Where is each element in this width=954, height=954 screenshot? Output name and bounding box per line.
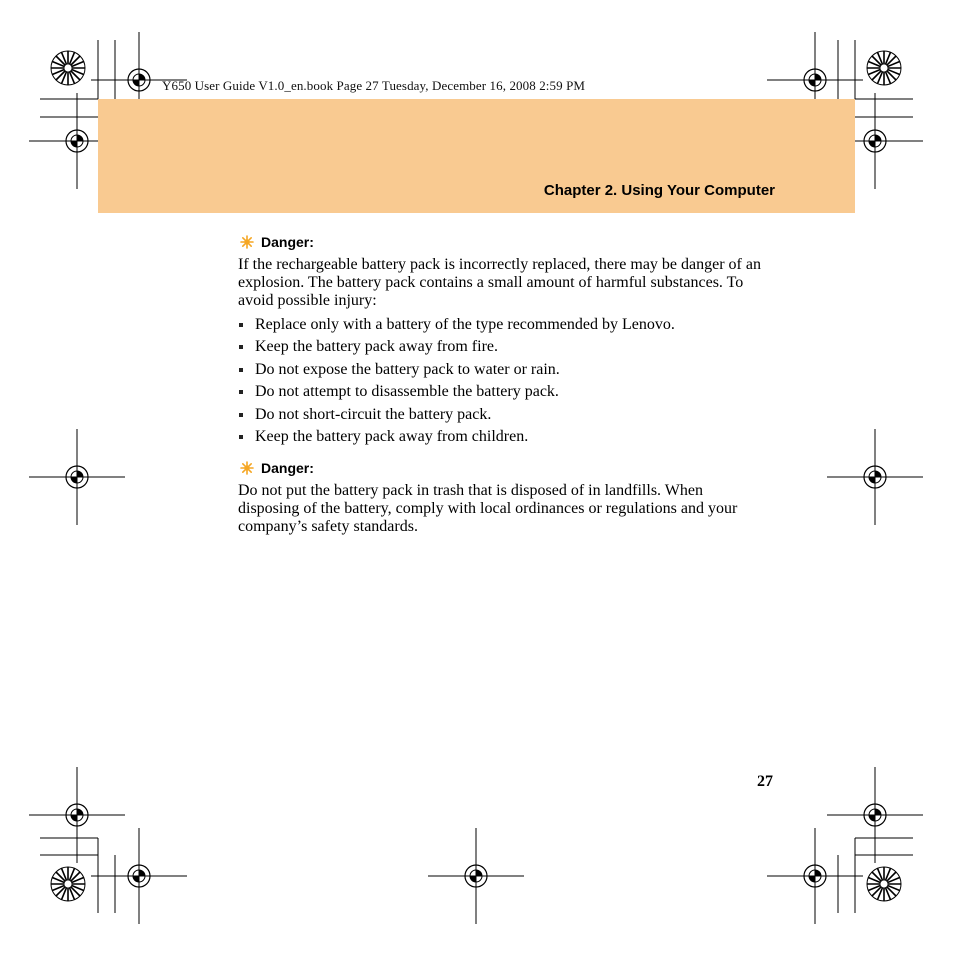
bullet-icon [239, 390, 243, 394]
page-number: 27 [757, 773, 773, 790]
danger-heading [238, 232, 768, 252]
bullet-icon [239, 435, 243, 439]
list-item-text: Do not expose the battery pack to water or rain. [255, 360, 560, 378]
list-item [238, 336, 768, 358]
list-item [238, 404, 768, 426]
chapter-title: Chapter 2. Using Your Computer [543, 182, 775, 199]
danger-heading [238, 458, 768, 478]
list-item-text: Do not short-circuit the battery pack. [255, 405, 492, 423]
bullet-icon [239, 345, 243, 349]
list-item [238, 314, 768, 336]
list-item-text: Replace only with a battery of the type recommended by Lenovo. [255, 316, 675, 333]
chapter-header-band [98, 99, 855, 213]
list-item [238, 381, 768, 403]
danger-burst-icon [240, 235, 254, 249]
danger-label: Danger: [261, 460, 314, 477]
precaution-list [238, 314, 768, 448]
main-content [238, 232, 768, 536]
list-item-text: Do not attempt to disassemble the battery pack. [255, 383, 559, 401]
list-item-text: Keep the battery pack away from children. [255, 427, 529, 445]
bullet-icon [239, 368, 243, 372]
list-item [238, 426, 768, 448]
bullet-icon [239, 323, 243, 327]
list-item-text: Keep the battery pack away from fire. [255, 338, 498, 356]
danger-label: Danger: [261, 234, 314, 250]
danger-paragraph: If the rechargeable battery pack is incorrectly replaced, there may be danger of an explosion. The battery pack contains a small amount of harmful substances. To avoid possible injury: [238, 256, 761, 309]
print-info-line: Y650 User Guide V1.0_en.book Page 27 Tuesday, December 16, 2008 2:59 PM [162, 78, 586, 93]
danger-paragraph: Do not put the battery pack in trash that is disposed of in landfills. When disposing of the battery, comply with local ordinances or regulations and your company’s safety standards. [238, 482, 738, 536]
danger-burst-icon [240, 461, 254, 475]
list-item [238, 359, 768, 381]
bullet-icon [239, 413, 243, 417]
